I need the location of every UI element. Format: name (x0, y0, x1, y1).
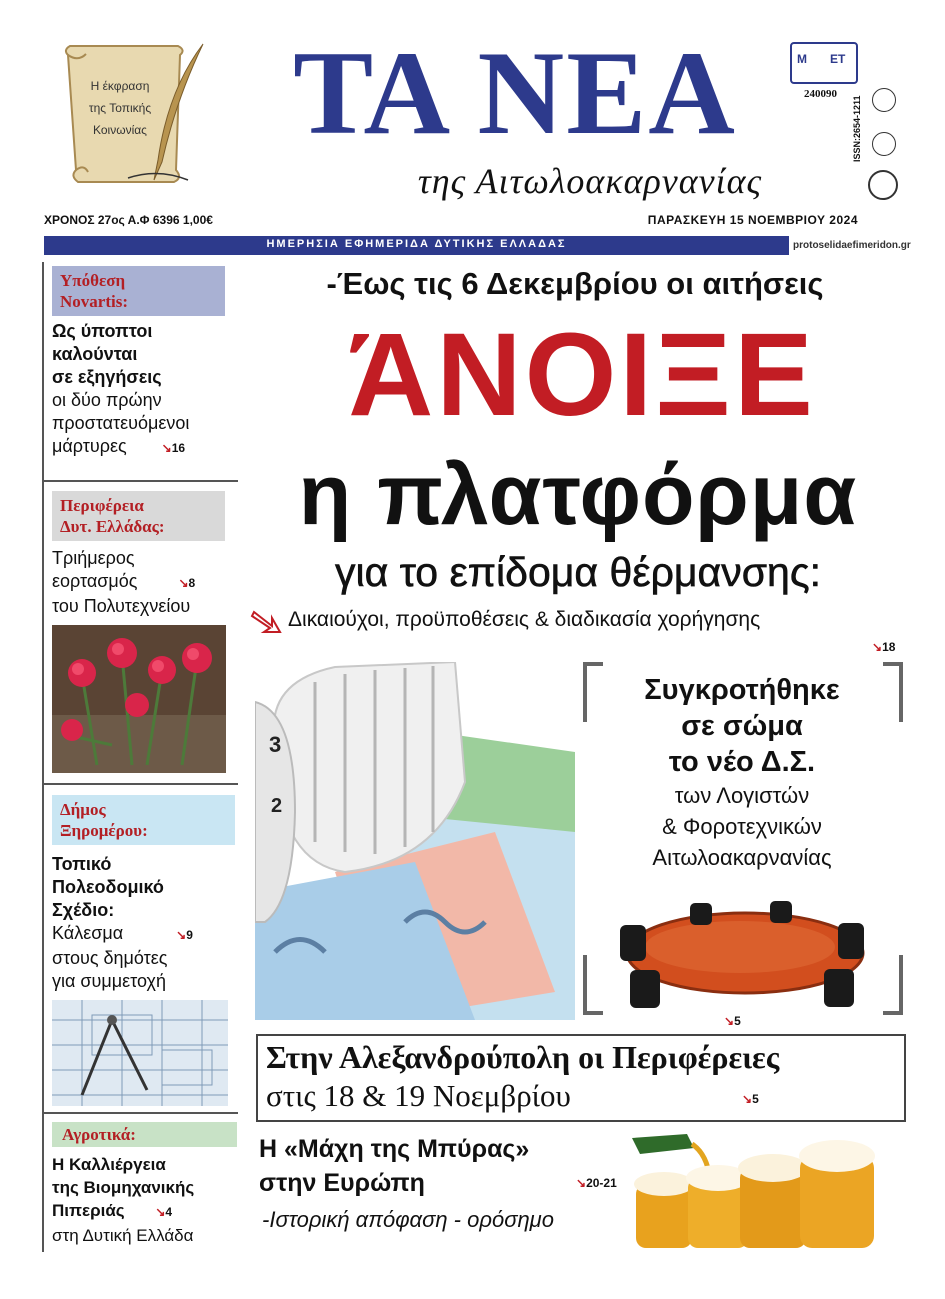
lead-deck: Δικαιούχοι, προϋποθέσεις & διαδικασία χορήγησης (288, 608, 761, 631)
newspaper-subtitle: της Αιτωλοακαρνανίας (417, 161, 763, 201)
newspaper-title: ΤΑ ΝΕΑ (293, 26, 737, 159)
issue-info: ΧΡΟΝΟΣ 27ος Α.Φ 6396 1,00€ (44, 213, 213, 227)
head-line: Υπόθεση (60, 271, 126, 290)
page-ref[interactable] (155, 1205, 172, 1219)
pointer-arrow-icon (250, 608, 284, 636)
head-line: Δήμος (60, 800, 106, 819)
arrow-icon: ↘ (576, 1176, 587, 1190)
body-line: οι δύο πρώην (52, 390, 162, 410)
press-badge-icon (872, 88, 896, 112)
sidebar-border (42, 262, 44, 1252)
box-line: σε σώμα (681, 710, 803, 742)
body-line: του Πολυτεχνείου (52, 596, 191, 616)
body-line-text: μάρτυρες (52, 436, 127, 456)
sidebar-story-head (52, 1122, 237, 1147)
body-line: Σχέδιο: (52, 900, 115, 920)
lead-kicker: -Έως τις 6 Δεκεμβρίου οι αιτήσεις (326, 266, 824, 301)
lead-headline-red[interactable]: ΆΝΟΙΞΕ (348, 309, 816, 441)
body-line-text: Τριήμερος (52, 548, 135, 568)
body-line: Η Καλλιέργεια (52, 1155, 166, 1174)
page-ref-number: 9 (186, 928, 193, 942)
page-ref-number: 8 (188, 576, 196, 590)
source-site: protoselidaefimeridon.gr (793, 240, 911, 251)
body-line-text: Πιπεριάς (52, 1201, 125, 1220)
body-line: Πολεοδομικό (52, 877, 164, 897)
box-line: Συγκροτήθηκε (644, 674, 840, 706)
page-ref-number: 5 (752, 1092, 759, 1106)
issn-number: ISSN:2654-1211 (852, 95, 862, 162)
body-line: στους δημότες (52, 948, 168, 968)
thermostat-euros-photo (255, 662, 575, 1020)
sidebar-story-agriculture[interactable] (52, 1122, 237, 1247)
beer-title-line: στην Ευρώπη (259, 1169, 425, 1197)
box-line: το νέο Δ.Σ. (668, 746, 816, 778)
body-line: για συμμετοχή (52, 971, 166, 991)
met-logo-m: Μ (797, 52, 807, 66)
scroll-motto (70, 75, 170, 141)
press-badge-icon (872, 132, 896, 156)
box-corner (883, 955, 903, 1015)
page-ref[interactable] (176, 928, 193, 942)
head-line: Δυτ. Ελλάδας: (60, 517, 165, 536)
head-line: Αγροτικά: (62, 1125, 136, 1144)
beer-glasses-photo (632, 1134, 904, 1250)
body-line: καλούνται (52, 344, 138, 364)
sidebar-story-head (52, 491, 225, 541)
arrow-icon: ↘ (178, 576, 189, 590)
svg-text:2: 2 (271, 795, 283, 817)
beer-story-title[interactable] (259, 1132, 529, 1200)
lead-page-ref[interactable] (872, 640, 895, 654)
sidebar-story-body (52, 1153, 237, 1247)
page-ref[interactable] (162, 441, 185, 455)
sidebar-story-region[interactable] (52, 491, 225, 618)
blueprint-photo (52, 1000, 228, 1106)
box-story[interactable] (592, 672, 892, 873)
box-line: Αιτωλοακαρνανίας (652, 845, 832, 870)
svg-text:3: 3 (269, 732, 282, 757)
union-badge-icon (868, 170, 898, 200)
box-line: & Φοροτεχνικών (662, 814, 822, 839)
body-line: σε εξηγήσεις (52, 367, 162, 387)
sidebar-story-xiromero[interactable] (52, 795, 235, 993)
body-line: Ως ύποπτοι (52, 321, 153, 341)
page-ref-number: 16 (171, 441, 186, 455)
body-line (52, 922, 235, 947)
sidebar-story-body (52, 320, 225, 460)
body-line-text: Κάλεσμα (52, 923, 124, 943)
box-line: των Λογιστών (674, 783, 810, 808)
sidebar-story-body (52, 853, 235, 993)
head-line: Ξηρομέρου: (60, 821, 148, 840)
carnations-photo (52, 625, 226, 773)
page-ref-number: 4 (165, 1205, 173, 1219)
scroll-line: της Τοπικής (88, 101, 152, 115)
met-code: 240090 (804, 88, 837, 100)
sidebar-story-body (52, 547, 225, 618)
page-ref-number: 20-21 (586, 1176, 617, 1190)
arrow-icon: ↘ (161, 441, 172, 455)
arrow-icon: ↘ (155, 1205, 166, 1219)
body-line (52, 1199, 237, 1224)
met-logo-et: ΕΤ (830, 52, 846, 66)
sidebar-story-head (52, 266, 225, 316)
beer-story-deck: -Ιστορική απόφαση - ορόσημο (262, 1207, 554, 1232)
body-line (52, 435, 225, 460)
body-line (52, 570, 225, 595)
arrow-icon: ↘ (176, 928, 187, 942)
body-line: στη Δυτική Ελλάδα (52, 1226, 194, 1245)
arrow-icon: ↘ (872, 640, 883, 654)
scroll-line: Η έκφραση (90, 79, 150, 93)
body-line: Τοπικό (52, 854, 112, 874)
body-line: της Βιομηχανικής (52, 1178, 195, 1197)
body-line-text: εορτασμός (52, 571, 138, 591)
alex-page-ref[interactable] (742, 1092, 759, 1106)
page-ref-number: 5 (734, 1014, 741, 1028)
body-line (52, 547, 225, 570)
sidebar-story-head (52, 795, 235, 845)
arrow-icon: ↘ (724, 1014, 735, 1028)
beer-page-ref[interactable] (576, 1176, 617, 1190)
sidebar-divider (42, 480, 238, 482)
boardroom-table-photo (600, 895, 880, 1010)
issue-date: ΠΑΡΑΣΚΕΥΗ 15 ΝΟΕΜΒΡΙΟΥ 2024 (647, 213, 858, 227)
alex-story-subtitle: στις 18 & 19 Νοεμβρίου (266, 1078, 571, 1113)
page-ref-number: 18 (882, 640, 896, 654)
box-page-ref[interactable] (724, 1014, 741, 1028)
arrow-icon: ↘ (742, 1092, 753, 1106)
page-ref[interactable] (178, 576, 195, 590)
lead-headline-main[interactable]: η πλατφόρμα (298, 447, 858, 543)
scroll-line: Κοινωνίας (93, 123, 147, 137)
head-line: Περιφέρεια (60, 496, 144, 515)
beer-title-line: Η «Μάχη της Μπύρας» (259, 1135, 530, 1163)
lead-headline-sub[interactable]: για το επίδομα θέρμανσης: (334, 549, 821, 595)
body-line: προστατευόμενοι (52, 413, 190, 433)
banner-text: ΗΜΕΡΗΣΙΑ ΕΦΗΜΕΡΙΔΑ ΔΥΤΙΚΗΣ ΕΛΛΑΔΑΣ (266, 238, 567, 250)
sidebar-story-novartis[interactable] (52, 266, 225, 460)
sidebar-divider (42, 783, 238, 785)
sidebar-divider (42, 1112, 238, 1114)
head-line: Novartis: (60, 292, 128, 311)
alex-story-title: Στην Αλεξανδρούπολη οι Περιφέρειες (266, 1039, 780, 1075)
